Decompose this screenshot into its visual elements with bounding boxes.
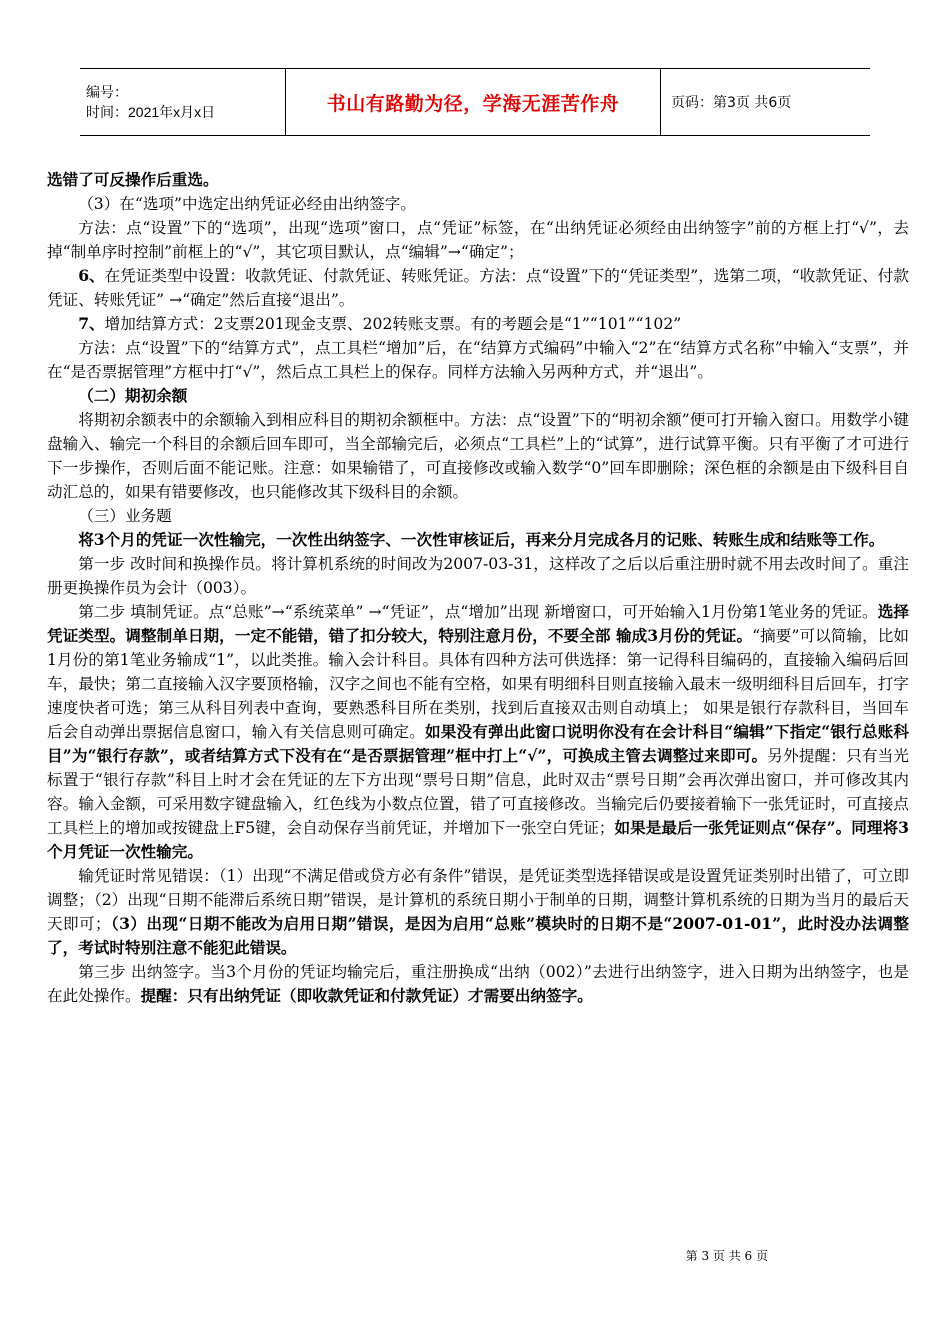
paragraph: 第三步 出纳签字。当3个月份的凭证均输完后，重注册换成“出纳（002）”去进行出纳签字，进入日期为出纳签字，也是在此处操作。提醒：只有出纳凭证（即收款凭证和付款凭证）才需要出纳签字。 [47,963,909,1005]
section-heading: （三）业务题 [78,507,172,525]
paragraph: 方法：点“设置”下的“结算方式”，点工具栏“增加”后，在“结算方式编码”中输入“2”在“结算方式名称”中输入“支票”，并在“是否票据管理”方框中打“√”，然后点工具栏上的保存。同样方法输入另两种方式，并“退出”。 [47,339,909,381]
document-number-label: 编号： [86,84,128,100]
paragraph: （3）在“选项”中选定出纳凭证必经由出纳签字。 [78,195,416,213]
paragraph: 7、增加结算方式：2支票201现金支票、202转账支票。有的考题会是“1”“101”“102” [78,314,682,333]
page-footer: 第 3 页 共 6 页 [685,1249,768,1263]
header-page-info: 页码：第3页 共6页 [661,69,871,136]
paragraph: 方法：点“设置”下的“选项”，出现“选项”窗口，点“凭证”标签，在“出纳凭证必须经由出纳签字”前的方框上打“√”，去掉“制单序时控制”前框上的“√”，其它项目默认，点“编辑”→“确定”； [47,219,909,261]
paragraph: 选错了可反操作后重选。 [47,170,219,189]
paragraph: 第一步 改时间和换操作员。将计算机系统的时间改为2007-03-31，这样改了之后以后重注册时就不用去改时间了。重注册更换操作员为会计（003）。 [47,555,909,597]
paragraph: 将3个月的凭证一次性输完，一次性出纳签字、一次性审核证后，再来分月完成各月的记账、转账生成和结账等工作。 [78,530,885,549]
paragraph: 6、在凭证类型中设置：收款凭证、付款凭证、转账凭证。方法：点“设置”下的“凭证类型”，选第二项，“收款凭证、付款凭证、转账凭证” →“确定”然后直接“退出”。 [47,266,909,309]
paragraph: 输凭证时常见错误：（1）出现“不满足借或贷方必有条件”错误，是凭证类型选择错误或是设置凭证类别时出错了，可立即调整；（2）出现“日期不能滞后系统日期”错误，是计算机的系统日期小于制单的日期，调整计算机系统的日期为当月的最后天天即可；（3）出现“日期不能改为启用日期”错误，是因为启用“总账”模块时的日期不是“2007-01-01”，此时没办法调整了，考试时特别注意不能犯此错误。 [47,867,909,957]
paragraph: 第二步 填制凭证。点“总账”→“系统菜单” →“凭证”，点“增加”出现 新增窗口，可开始输入1月份第1笔业务的凭证。选择凭证类型。调整制单日期，一定不能错，错了扣分较大，特别注意月份，不要全部 输成3月份的凭证。“摘要”可以简输，比如1月份的第1笔业务输成“1”，以此类推。输入会计科目。具体有四种方法可供选择：第一记得科目编码的，直接输入编码后回车，最快；第二直接输入汉字要顶格输，汉字之间也不能有空格，如果有明细科目则直接输入最末一级明细科目后回车，打字速度快者可选；第三从科目列表中查询，要熟悉科目所在类别，找到后直接双击则自动填上； 如果是银行存款科目，当回车后会自动弹出票据信息窗口，输入有关信息则可确定。如果没有弹出此窗口说明你没有在会计科目“编辑”下指定“银行总账科目”为“银行存款”，或者结算方式下没有在“是否票据管理”框中打上“√”，可换成主管去调整过来即可。另外提醒：只有当光标置于“银行存款”科目上时才会在凭证的左下方出现“票号日期”信息，此时双击“票号日期”会再次弹出窗口，并可修改其内容。输入金额，可采用数字键盘输入，红色线为小数点位置，错了可直接修改。当输完后仍要接着输下一张凭证时，可直接点工具栏上的增加或按键盘上F5键，会自动保存当前凭证，并增加下一张空白凭证；如果是最后一张凭证则点“保存”。同理将3个月凭证一次性输完。 [47,602,910,861]
header-motto: 书山有路勤为径，学海无涯苦作舟 [326,92,620,115]
document-time-label: 时间：2021年x月x日 [86,104,216,120]
header-motto-cell [286,69,661,136]
header-meta [80,69,286,136]
document-body [47,168,909,1008]
paragraph: 将期初余额表中的余额输入到相应科目的期初余额框中。方法：点“设置”下的“明初余额”便可打开输入窗口。用数学小键盘输入、输完一个科目的余额后回车即可，当全部输完后，必须点“工具栏”上的“试算”，进行试算平衡。只有平衡了才可进行下一步操作，否则后面不能记账。注意：如果输错了，可直接修改或输入数学“0”回车即删除；深色框的余额是由下级科目自动汇总的，如果有错要修改，也只能修改其下级科目的余额。 [47,411,909,501]
section-heading: （二）期初余额 [78,386,188,405]
page-header [80,68,870,136]
